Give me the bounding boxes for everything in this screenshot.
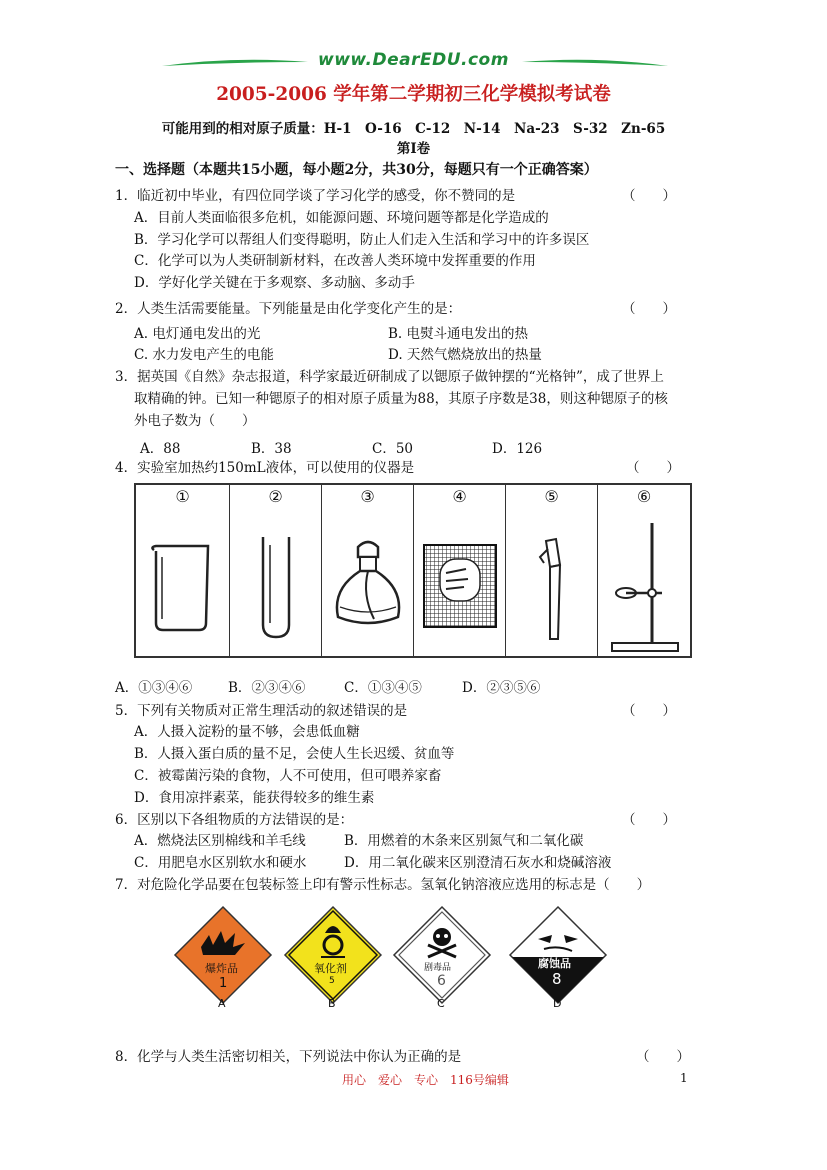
corrosive-sign-name: 腐蚀品 [538, 957, 571, 970]
apparatus-cell-3 [322, 485, 414, 656]
toxic-sign-name: 剧毒品 [424, 963, 452, 973]
apparatus-label-5: ⑤ [544, 487, 559, 506]
sign-option-b: B [328, 997, 336, 1010]
q1-answer-blank: （ ） [622, 188, 676, 204]
section-heading: 一、选择题（本题共15小题，每小题2分，共30分，每题只有一个正确答案） [115, 162, 598, 178]
apparatus-table [134, 483, 692, 658]
q5-option-d: D．食用凉拌素菜，能获得较多的维生素 [134, 790, 375, 806]
apparatus-label-4: ④ [452, 487, 467, 506]
q6-option-b: B．用燃着的木条来区别氮气和二氧化碳 [344, 833, 584, 849]
q5-option-c: C．被霉菌污染的食物，人不可使用，但可喂养家畜 [134, 768, 442, 784]
q3-option-d: D．126 [492, 441, 543, 457]
toxic-hazard-icon [392, 905, 492, 1005]
q4-option-a: A．①③④⑥ [115, 680, 193, 696]
q2-option-a: A. 电灯通电发出的光 [134, 326, 261, 342]
toxic-sign-class: 6 [437, 973, 446, 989]
q1-option-c: C．化学可以为人类研制新材料，在改善人类环境中发挥重要的作用 [134, 253, 536, 269]
q2-option-d: D. 天然气燃烧放出的热量 [388, 347, 542, 363]
q4-option-c: C．①③④⑤ [344, 680, 422, 696]
q1-stem: 1．临近初中毕业，有四位同学谈了学习化学的感受，你不赞同的是 [115, 188, 516, 204]
test-tube-icon [230, 485, 322, 655]
apparatus-label-3: ③ [360, 487, 375, 506]
q3-option-b: B．38 [251, 441, 292, 457]
alcohol-lamp-icon [322, 485, 414, 655]
q3-option-c: C．50 [372, 441, 414, 457]
q3-line3: 外电子数为（ ） [134, 413, 256, 429]
apparatus-cell-6 [598, 485, 690, 656]
atomic-masses: 可能用到的相对原子质量：H-1 O-16 C-12 N-14 Na-23 S-32 Zn-65 [161, 121, 666, 137]
q2-option-b: B. 电熨斗通电发出的热 [388, 326, 529, 342]
apparatus-label-2: ② [268, 487, 283, 506]
q6-stem: 6．区别以下各组物质的方法错误的是： [115, 812, 354, 828]
q5-answer-blank: （ ） [622, 703, 676, 719]
exam-title: 2005-2006 学年第二学期初三化学模拟考试卷 [216, 84, 611, 105]
q8-stem: 8．化学与人类生活密切相关，下列说法中你认为正确的是 [115, 1049, 462, 1065]
apparatus-cell-5 [506, 485, 598, 656]
q2-option-c: C. 水力发电产生的电能 [134, 347, 274, 363]
explosive-sign-name: 爆炸品 [205, 962, 238, 975]
q1-option-a: A．目前人类面临很多危机，如能源问题、环境问题等都是化学造成的 [134, 210, 549, 226]
q6-option-d: D．用二氧化碳来区别澄清石灰水和烧碱溶液 [344, 855, 612, 871]
q4-option-d: D．②③⑤⑥ [462, 680, 541, 696]
q3-line1: 3．据英国《自然》杂志报道，科学家最近研制成了以锶原子做钟摆的“光格钟”，成了世界上 [115, 369, 664, 385]
oxidizer-sign-name: 氧化剂 [314, 962, 347, 975]
iron-stand-icon [598, 485, 690, 655]
apparatus-cell-4 [414, 485, 506, 656]
q2-answer-blank: （ ） [622, 301, 676, 317]
footer-text: 用心 爱心 专心 116号编辑 [342, 1073, 509, 1087]
q6-option-c: C．用肥皂水区别软水和硬水 [134, 855, 307, 871]
sign-option-a: A [218, 997, 226, 1010]
q1-option-d: D．学好化学关键在于多观察、多动脑、多动手 [134, 275, 415, 291]
sign-option-c: C [437, 997, 445, 1010]
q2-stem: 2．人类生活需要能量。下列能量是由化学变化产生的是： [115, 301, 462, 317]
oxidizer-hazard-icon [283, 905, 383, 1005]
q8-answer-blank: （ ） [636, 1049, 690, 1065]
corrosive-sign-class: 8 [552, 970, 562, 988]
test-tube-holder-icon [506, 485, 598, 655]
q6-answer-blank: （ ） [622, 812, 676, 828]
apparatus-label-6: ⑥ [636, 487, 652, 506]
q7-stem: 7．对危险化学品要在包装标签上印有警示性标志。氢氧化钠溶液应选用的标志是（ ） [115, 877, 651, 893]
q1-option-b: B．学习化学可以帮组人们变得聪明，防止人们走入生活和学习中的许多误区 [134, 232, 590, 248]
q4-stem: 4．实验室加热约150mL液体，可以使用的仪器是 [115, 460, 415, 476]
page-number: 1 [680, 1071, 688, 1085]
beaker-icon [136, 485, 230, 655]
q3-option-a: A．88 [140, 441, 181, 457]
apparatus-cell-2 [230, 485, 322, 656]
q6-option-a: A．燃烧法区别棉线和羊毛线 [134, 833, 306, 849]
q5-option-b: B．人摄入蛋白质的量不足，会使人生长迟缓、贫血等 [134, 746, 455, 762]
q4-option-b: B．②③④⑥ [228, 680, 306, 696]
q5-stem: 5．下列有关物质对正常生理活动的叙述错误的是 [115, 703, 408, 719]
apparatus-cell-1 [136, 485, 230, 656]
wire-gauze-icon [414, 485, 506, 655]
explosive-sign-class: 1 [219, 976, 228, 991]
q3-line2: 取精确的钟。已知一种锶原子的相对原子质量为88，其原子序数是38，则这种锶原子的核 [134, 391, 668, 407]
volume-label: 第Ⅰ卷 [396, 141, 431, 157]
q5-option-a: A．人摄入淀粉的量不够，会患低血糖 [134, 724, 360, 740]
q4-answer-blank: （ ） [626, 460, 680, 476]
apparatus-label-1: ① [175, 487, 190, 506]
site-url: www.DearEDU.com [318, 50, 509, 70]
oxidizer-sign-class: 5 [329, 976, 335, 986]
sign-option-d: D [553, 997, 562, 1010]
